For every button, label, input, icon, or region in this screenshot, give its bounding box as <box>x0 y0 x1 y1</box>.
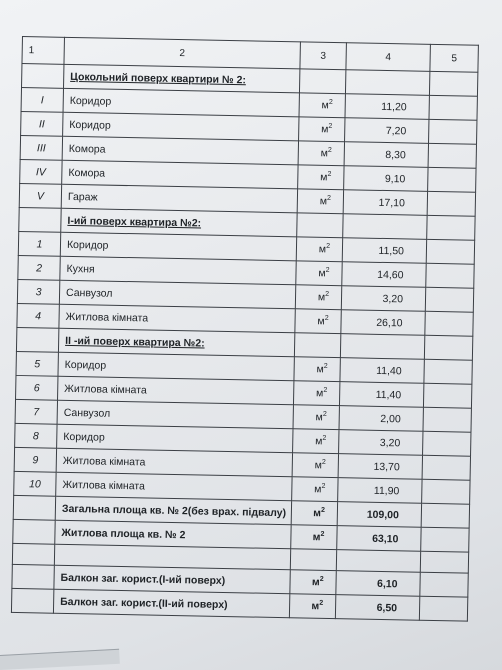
unit-cell <box>297 189 343 214</box>
total-label: Житлова площа кв. № 2 <box>55 520 291 549</box>
total-value: 109,00 <box>337 502 421 528</box>
row-number: 8 <box>15 423 57 448</box>
empty-cell <box>424 335 472 360</box>
row-number: 10 <box>14 471 56 496</box>
unit-superscript: 2 <box>325 291 330 299</box>
area-value: 9,10 <box>344 166 428 192</box>
row-number: 3 <box>17 279 59 304</box>
unit-text: м <box>321 123 329 136</box>
row-number: II <box>21 111 63 136</box>
unit-text: м <box>314 459 323 472</box>
area-value: 26,10 <box>341 310 425 336</box>
area-value: 11,20 <box>345 94 429 120</box>
empty-cell <box>427 191 475 216</box>
unit-cell <box>291 501 337 526</box>
unit-cell <box>291 525 337 550</box>
unit-text: м <box>320 147 329 160</box>
unit-text: м <box>311 576 320 589</box>
unit-cell <box>293 405 339 430</box>
unit-text: м <box>311 600 320 613</box>
unit-cell <box>293 381 339 406</box>
empty-cell <box>343 214 427 240</box>
room-name: Гараж <box>61 184 297 213</box>
unit-superscript: 2 <box>319 576 324 584</box>
row-number: 2 <box>18 255 60 280</box>
balcony-value: 6,10 <box>336 571 420 597</box>
unit-cell <box>295 309 341 334</box>
unit-superscript: 2 <box>327 147 332 155</box>
row-number: 5 <box>16 351 58 376</box>
unit-text: м <box>315 435 323 448</box>
unit-text: м <box>319 195 328 208</box>
room-name: Коридор <box>60 232 296 261</box>
balcony-label: Балкон заг. корист.(ІІ-ий поверх) <box>53 589 289 618</box>
unit-cell <box>299 117 345 142</box>
empty-cell <box>426 263 474 288</box>
unit-superscript: 2 <box>323 363 328 371</box>
column-header: 3 <box>300 42 347 70</box>
unit-superscript: 2 <box>321 483 326 491</box>
section-title: Цокольний поверх квартири № 2: <box>64 64 300 93</box>
unit-cell <box>292 453 338 478</box>
empty-cell <box>340 334 424 360</box>
row-number: 9 <box>14 447 56 472</box>
room-name: Комора <box>62 136 298 165</box>
empty-cell <box>427 215 475 240</box>
unit-text: м <box>316 363 324 376</box>
unit-superscript: 2 <box>326 243 331 251</box>
empty-cell <box>420 551 468 573</box>
empty-cell <box>299 69 345 94</box>
area-value: 11,50 <box>342 238 426 264</box>
unit-superscript: 2 <box>323 387 328 395</box>
row-number: 4 <box>17 303 59 328</box>
empty-cell <box>428 167 476 192</box>
paper-sheet <box>10 36 500 670</box>
empty-cell <box>425 311 473 336</box>
unit-superscript: 2 <box>328 123 333 131</box>
room-name: Житлова кімната <box>59 304 295 333</box>
empty-cell <box>424 359 472 384</box>
row-number: 6 <box>16 375 58 400</box>
total-value: 63,10 <box>337 526 421 552</box>
unit-text: м <box>315 387 324 400</box>
row-number: V <box>19 183 61 208</box>
unit-text: м <box>320 171 328 184</box>
total-label: Загальна площа кв. № 2(без врах. підвалу) <box>55 496 291 525</box>
row-number: 1 <box>18 231 60 256</box>
row-number: III <box>20 135 62 160</box>
column-header: 1 <box>22 37 65 65</box>
unit-superscript: 2 <box>325 267 330 275</box>
room-name: Житлова кімната <box>56 472 292 501</box>
area-value: 13,70 <box>338 454 422 480</box>
area-value: 3,20 <box>339 430 423 456</box>
area-value: 11,40 <box>339 382 423 408</box>
empty-cell <box>336 550 420 573</box>
area-value: 11,90 <box>338 478 422 504</box>
unit-cell <box>299 93 345 118</box>
unit-text: м <box>318 267 326 280</box>
unit-cell <box>292 477 338 502</box>
unit-text: м <box>317 315 325 328</box>
empty-cell <box>12 564 54 589</box>
empty-cell <box>422 479 470 504</box>
area-value: 3,20 <box>341 286 425 312</box>
empty-cell <box>429 71 477 96</box>
empty-cell <box>422 455 470 480</box>
empty-cell <box>19 207 61 232</box>
empty-cell <box>13 495 55 520</box>
unit-text: м <box>321 99 329 112</box>
empty-cell <box>429 95 477 120</box>
empty-cell <box>428 143 476 168</box>
empty-cell <box>429 119 477 144</box>
unit-cell <box>289 594 335 619</box>
section-title: І-ий поверх квартира №2: <box>61 208 297 237</box>
empty-cell <box>419 596 467 621</box>
empty-cell <box>425 287 473 312</box>
empty-cell <box>345 70 429 96</box>
unit-superscript: 2 <box>322 411 327 419</box>
room-name: Комора <box>62 160 298 189</box>
empty-cell <box>297 213 343 238</box>
unit-superscript: 2 <box>328 99 333 107</box>
room-name: Житлова кімната <box>56 448 292 477</box>
unit-cell <box>293 429 339 454</box>
unit-cell <box>296 237 342 262</box>
empty-cell <box>11 588 53 613</box>
unit-cell <box>296 261 342 286</box>
balcony-label: Балкон заг. корист.(І-ий поверх) <box>54 565 290 594</box>
area-value: 2,00 <box>339 406 423 432</box>
unit-superscript: 2 <box>322 435 327 443</box>
unit-superscript: 2 <box>320 531 325 539</box>
empty-cell <box>294 333 340 358</box>
empty-cell <box>423 407 471 432</box>
unit-text: м <box>312 531 321 544</box>
empty-cell <box>420 572 468 597</box>
unit-cell <box>298 141 344 166</box>
area-value: 17,10 <box>343 190 427 216</box>
unit-text: м <box>313 507 322 520</box>
unit-superscript: 2 <box>327 171 332 179</box>
row-number: 7 <box>15 399 57 424</box>
row-number: I <box>21 88 63 113</box>
row-number: IV <box>20 159 62 184</box>
room-name: Коридор <box>63 112 299 141</box>
section-title: ІІ -ий поверх квартира №2: <box>58 328 294 357</box>
unit-superscript: 2 <box>326 195 332 203</box>
balcony-value: 6,50 <box>335 595 419 621</box>
unit-text: м <box>315 411 323 424</box>
unit-superscript: 2 <box>324 315 329 323</box>
room-name: Кухня <box>60 256 296 285</box>
empty-cell <box>421 503 469 528</box>
empty-cell <box>290 549 336 571</box>
unit-superscript: 2 <box>321 459 326 467</box>
empty-cell <box>22 64 64 89</box>
empty-cell <box>426 239 474 264</box>
room-name: Санвузол <box>57 400 293 429</box>
empty-cell <box>12 543 54 565</box>
unit-cell <box>295 285 341 310</box>
room-name: Коридор <box>57 424 293 453</box>
unit-cell <box>298 165 344 190</box>
unit-superscript: 2 <box>319 600 324 608</box>
room-name: Коридор <box>58 352 294 381</box>
unit-text: м <box>314 483 322 496</box>
room-name: Санвузол <box>59 280 295 309</box>
area-value: 8,30 <box>344 142 428 168</box>
empty-cell <box>421 527 469 552</box>
unit-superscript: 2 <box>320 507 326 515</box>
empty-cell <box>16 327 58 352</box>
area-value: 14,60 <box>342 262 426 288</box>
room-name: Житлова кімната <box>58 376 294 405</box>
column-header: 2 <box>64 37 300 69</box>
room-name: Коридор <box>63 88 299 117</box>
unit-cell <box>290 570 336 595</box>
empty-cell <box>423 431 471 456</box>
unit-text: м <box>318 243 327 256</box>
column-header: 5 <box>430 44 479 72</box>
unit-cell <box>294 357 340 382</box>
column-header: 4 <box>346 43 431 72</box>
area-value: 7,20 <box>345 118 429 144</box>
area-table <box>11 36 479 622</box>
empty-cell <box>423 383 471 408</box>
area-value: 11,40 <box>340 358 424 384</box>
empty-cell <box>13 519 55 544</box>
unit-text: м <box>317 291 326 304</box>
